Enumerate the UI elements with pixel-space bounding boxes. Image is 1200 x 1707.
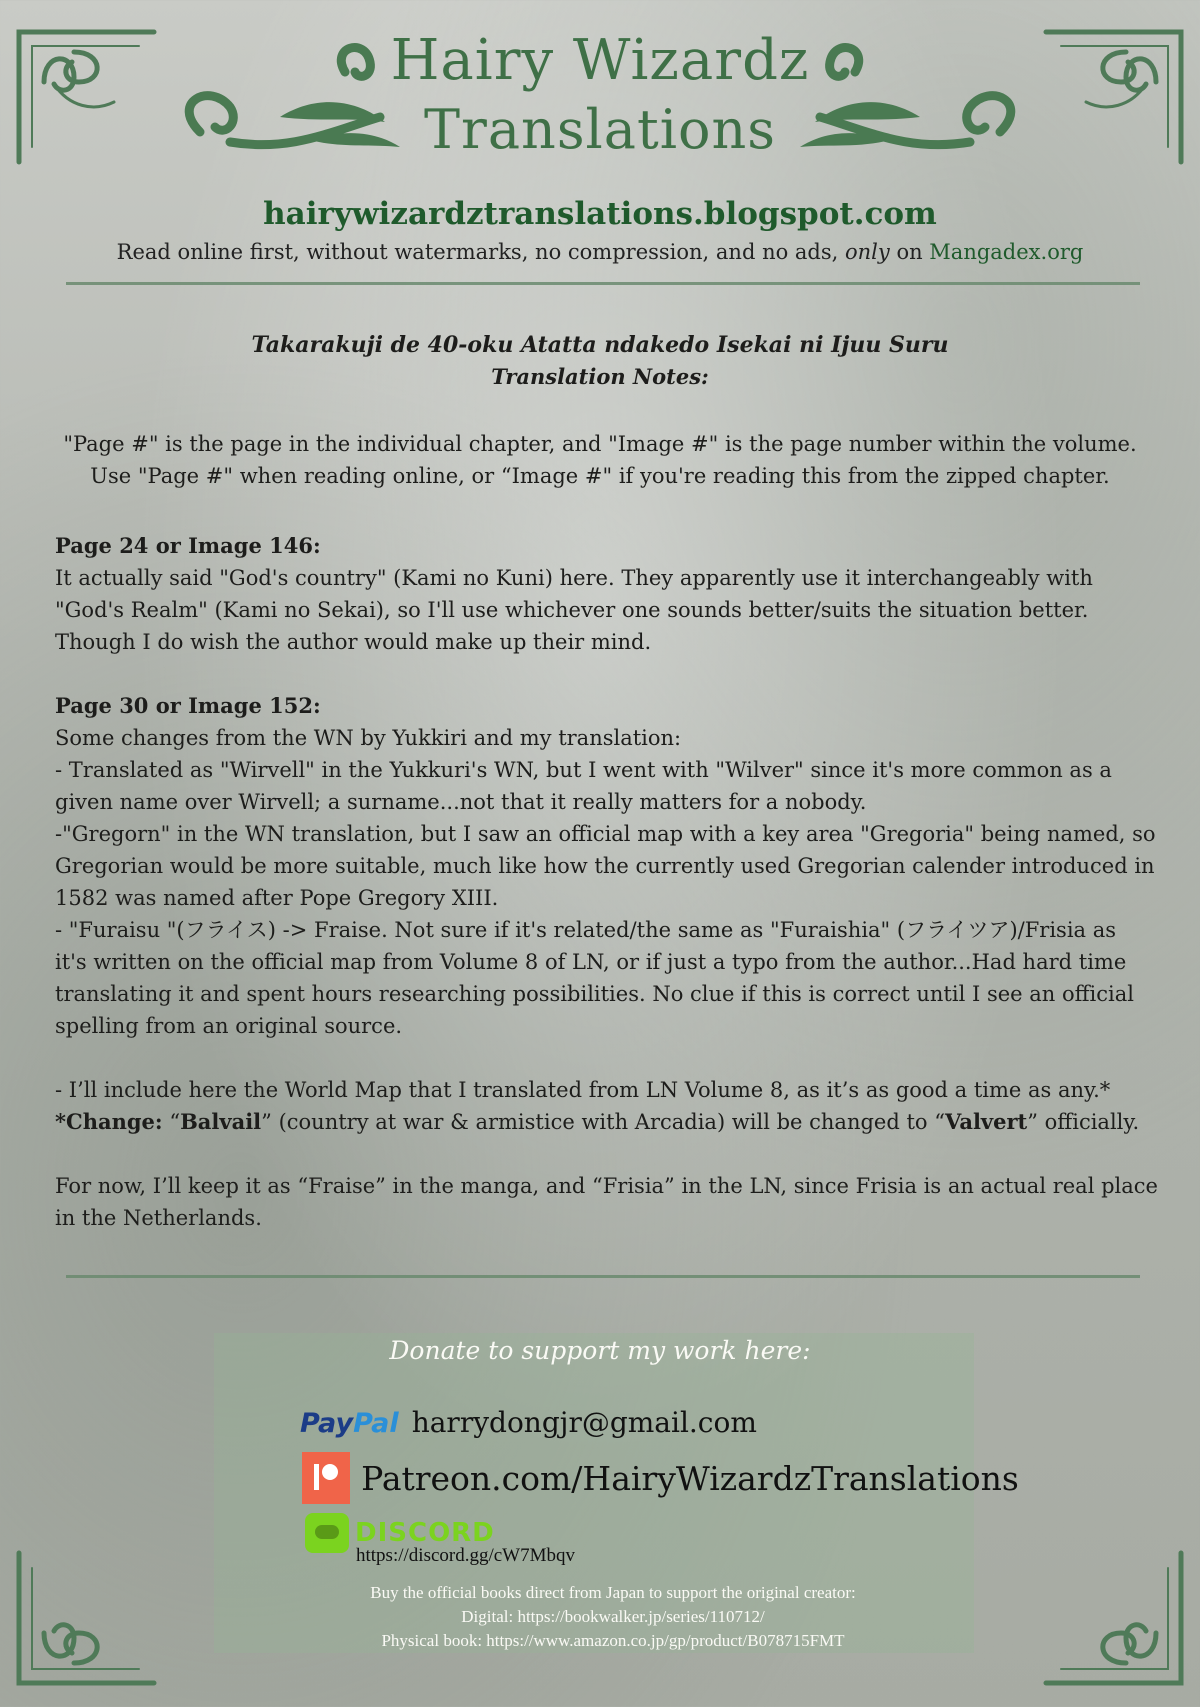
buy-official-text: [0, 1581, 1200, 1653]
note-line: For now, I’ll keep it as “Fraise” in the manga, and “Frisia” in the LN, since Frisia is an actual real place: [55, 1174, 1158, 1198]
read-online-on: on: [889, 240, 930, 264]
note-spacer: [55, 1138, 1165, 1170]
bookwalker-link[interactable]: Digital: https://bookwalker.jp/series/110712/: [461, 1607, 765, 1626]
paypal-pal: Pal: [353, 1408, 399, 1439]
note-line: Though I do wish the author would make up their mind.: [55, 630, 652, 654]
note-line: "God's Realm" (Kami no Sekai), so I'll use whichever one sounds better/suits the situation better.: [55, 598, 1089, 622]
note-spacer: [55, 1042, 1165, 1074]
donate-title: Donate to support my work here:: [389, 1336, 811, 1365]
change-label: *Change:: [55, 1109, 163, 1134]
intro-line: Use "Page #" when reading online, or “Image #" if you're reading this from the zipped chapter.: [90, 464, 1110, 488]
logo-title-line1: Hairy Wizardz: [390, 28, 810, 93]
note-line: translating it and spent hours researching possibilities. No clue if this is correct until I see an official: [55, 982, 1134, 1006]
amazon-link[interactable]: Physical book: https://www.amazon.co.jp/gp/product/B078715FMT: [381, 1631, 845, 1650]
change-new-name: Valvert: [944, 1109, 1028, 1134]
series-title: Takarakuji de 40-oku Atatta ndakedo Isekai ni Ijuu Suru: [251, 332, 949, 358]
mangadex-link[interactable]: Mangadex.org: [929, 240, 1084, 264]
change-end: ” officially.: [1027, 1110, 1140, 1134]
intro-text: [60, 428, 1140, 492]
discord-link[interactable]: https://discord.gg/cW7Mbqv: [356, 1545, 576, 1566]
buy-line: Buy the official books direct from Japan to support the original creator:: [370, 1583, 856, 1602]
paypal-logo-icon: [300, 1408, 399, 1439]
change-old-name: Balvail: [180, 1109, 262, 1134]
change-open-quote: “: [162, 1110, 181, 1134]
paypal-pay: Pay: [300, 1408, 354, 1439]
read-online-prefix: Read online first, without watermarks, no compression, and no ads,: [116, 240, 846, 264]
read-online-only: only: [845, 240, 890, 264]
note-line: given name over Wirvell; a surname...not that it really matters for a nobody.: [55, 790, 867, 814]
note-line: in the Netherlands.: [55, 1206, 262, 1230]
change-mid: ” (country at war & armistice with Arcadia) will be changed to “: [261, 1110, 945, 1134]
note-heading: Page 30 or Image 152:: [55, 693, 321, 718]
paypal-email[interactable]: harrydongjr@gmail.com: [411, 1406, 757, 1439]
discord-icon: [305, 1513, 349, 1553]
note-line: 1582 was named after Pope Gregory XIII.: [55, 886, 499, 910]
patreon-link[interactable]: Patreon.com/HairyWizardzTranslations: [361, 1458, 1019, 1498]
note-line: Some changes from the WN by Yukkiri and my translation:: [55, 726, 682, 750]
note-page-24: [55, 530, 1165, 658]
note-line: Gregorian would be more suitable, much like how the currently used Gregorian calender introduced in: [55, 854, 1155, 878]
change-line: [55, 1106, 1165, 1138]
paypal-row[interactable]: [300, 1406, 757, 1446]
note-line: - "Furaisu "(フライス) -> Fraise. Not sure if it's related/the same as "Furaishia" (フライツア)/Frisia as: [55, 918, 1117, 942]
note-line: it's written on the official map from Volume 8 of LN, or if just a typo from the author...Had hard time: [55, 950, 1127, 974]
note-line: - Translated as "Wirvell" in the Yukkuri's WN, but I went with "Wilver" since it's more common as a: [55, 758, 1112, 782]
patreon-row[interactable]: [302, 1452, 1019, 1506]
patreon-icon: [302, 1452, 350, 1504]
read-online-text: [0, 240, 1200, 264]
note-line: -"Gregorn" in the WN translation, but I saw an official map with a key area "Gregoria" being named, so: [55, 822, 1156, 846]
note-line: spelling from an original source.: [55, 1014, 403, 1038]
note-page-30: [55, 690, 1165, 1234]
discord-wordmark: DISCORD: [355, 1518, 495, 1548]
divider: [66, 1275, 1140, 1278]
intro-line: "Page #" is the page in the individual chapter, and "Image #" is the page number within the volume.: [63, 432, 1137, 456]
logo-title-line2: Translations: [424, 98, 776, 161]
note-heading: Page 24 or Image 146:: [55, 533, 321, 558]
note-line: - I’ll include here the World Map that I translated from LN Volume 8, as it’s as good a time as any.*: [55, 1078, 1111, 1102]
note-line: It actually said "God's country" (Kami no Kuni) here. They apparently use it interchangeably with: [55, 566, 1093, 590]
divider: [66, 282, 1140, 285]
site-url-link[interactable]: hairywizardztranslations.blogspot.com: [263, 196, 937, 232]
translation-notes-title: Translation Notes:: [491, 364, 709, 389]
